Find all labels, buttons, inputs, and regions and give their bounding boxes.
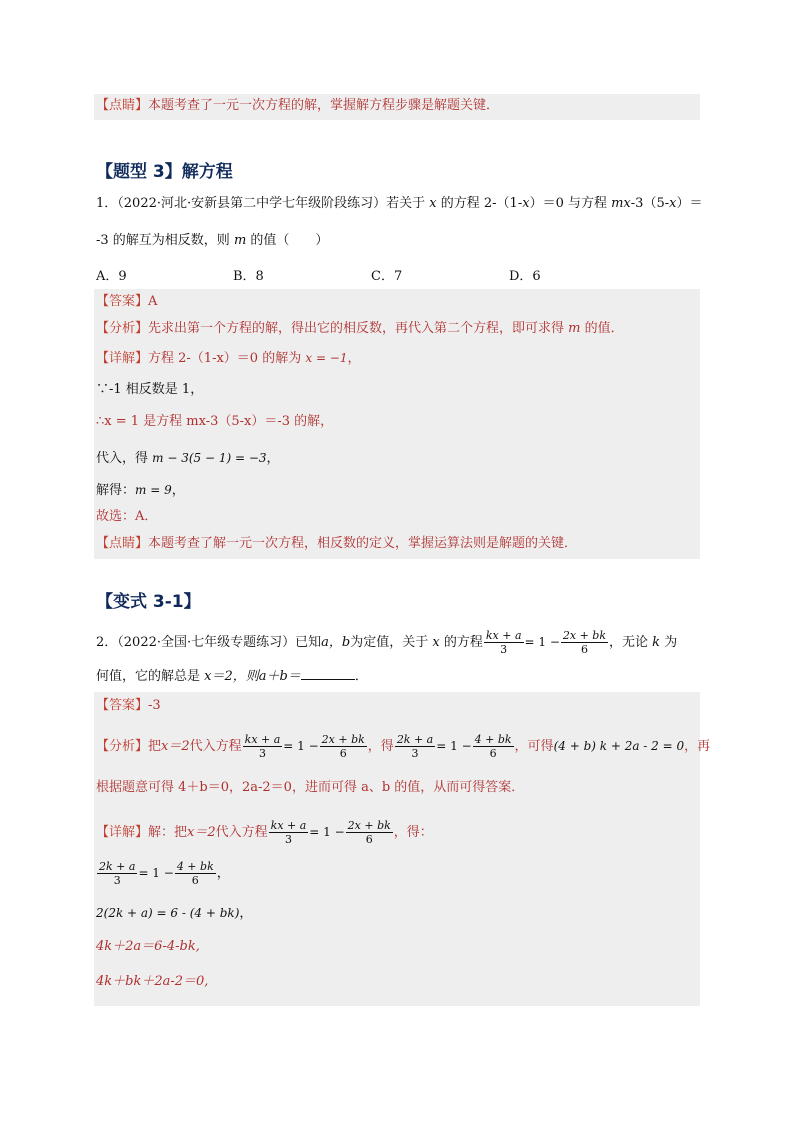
q1-detail-3: ∴x = 1 是方程 mx-3（5-x）＝-3 的解， [96, 414, 334, 429]
q1-option-b: B．8 [233, 269, 264, 284]
q1-detail-1: 【详解】方程 2-（1-x）＝0 的解为 x = −1， [96, 351, 361, 366]
q1-analysis: 【分析】先求出第一个方程的解，得出它的相反数，再代入第二个方程，即可求得 m 的值． [96, 321, 624, 336]
variant-title: 【变式 3-1】 [96, 592, 201, 612]
dianjing-text: 本题考查了一元一次方程的解，掌握解方程步骤是解题关键． [148, 98, 500, 113]
q1-dianjing: 【点睛】本题考查了解一元一次方程，相反数的定义，掌握运算法则是解题的关键． [96, 536, 578, 551]
q1-option-d: D．6 [509, 269, 541, 284]
q2-detail-1: 【详解】解：把x＝2代入方程 $\frac{kx + a}{3}$ = 1 − $\frac{2x + bk}{6}$ ，得： [96, 819, 433, 846]
q2-analysis: 【分析】把x＝2代入方程 $\frac{kx + a}{3}$ = 1 − $\frac{2x + bk}{6}$ ，得 $\frac{2k + a}{3}$ = 1 − $\frac{4 + bk}{6}$ ，可得(4 + b) k + 2a - 2 = 0，再 [96, 733, 711, 760]
section-title: 【题型 3】解方程 [96, 162, 233, 182]
q1-stem-line1: 1．（2022·河北·安新县第二中学七年级阶段练习）若关于 x 的方程 2-（1-x）＝0 与方程 mx-3（5-x）＝ [96, 196, 703, 211]
q1-detail-5: 解得：m = 9， [96, 483, 185, 498]
q2-detail-5: 4k＋bk＋2a-2＝0, [96, 974, 209, 989]
q2-answer: 【答案】-3 [96, 698, 161, 713]
q2-stem-line2: 何值，它的解总是 x＝2，则a＋b＝ ． [96, 669, 368, 684]
dianjing-tag: 【点睛】 [96, 98, 149, 113]
q1-stem-line2: -3 的解互为相反数，则 m 的值（ ） [96, 233, 329, 248]
q2-detail-3: 2(2k + a) = 6 - (4 + bk)， [96, 906, 253, 921]
q1-option-c: C．7 [371, 269, 403, 284]
q1-detail-4: 代入，得 m − 3(5 − 1) = −3， [96, 451, 280, 466]
q2-stem-line1: 2．（2022·全国·七年级专题练习）已知a，b为定值，关于 x 的方程 $\frac{kx + a}{3}$ = 1 − $\frac{2x + bk}{6}$ ，无论 k 为 [96, 629, 678, 656]
q1-option-a: A．9 [96, 269, 127, 284]
q2-analysis-line2: 根据题意可得 4＋b＝0，2a-2＝0，进而可得 a、b 的值，从而可得答案． [96, 780, 525, 795]
q1-detail-6: 故选：A． [96, 509, 158, 524]
q1-answer: 【答案】A [96, 294, 158, 309]
q2-detail-2: $\frac{2k + a}{3}$ = 1 − $\frac{4 + bk}{6}$ ， [99, 860, 230, 887]
q2-detail-4: 4k＋2a＝6-4-bk, [96, 939, 200, 954]
q1-detail-2: ∵-1 相反数是 1， [96, 382, 204, 397]
dianjing-top-line [96, 97, 499, 115]
answer-blank [301, 667, 355, 680]
